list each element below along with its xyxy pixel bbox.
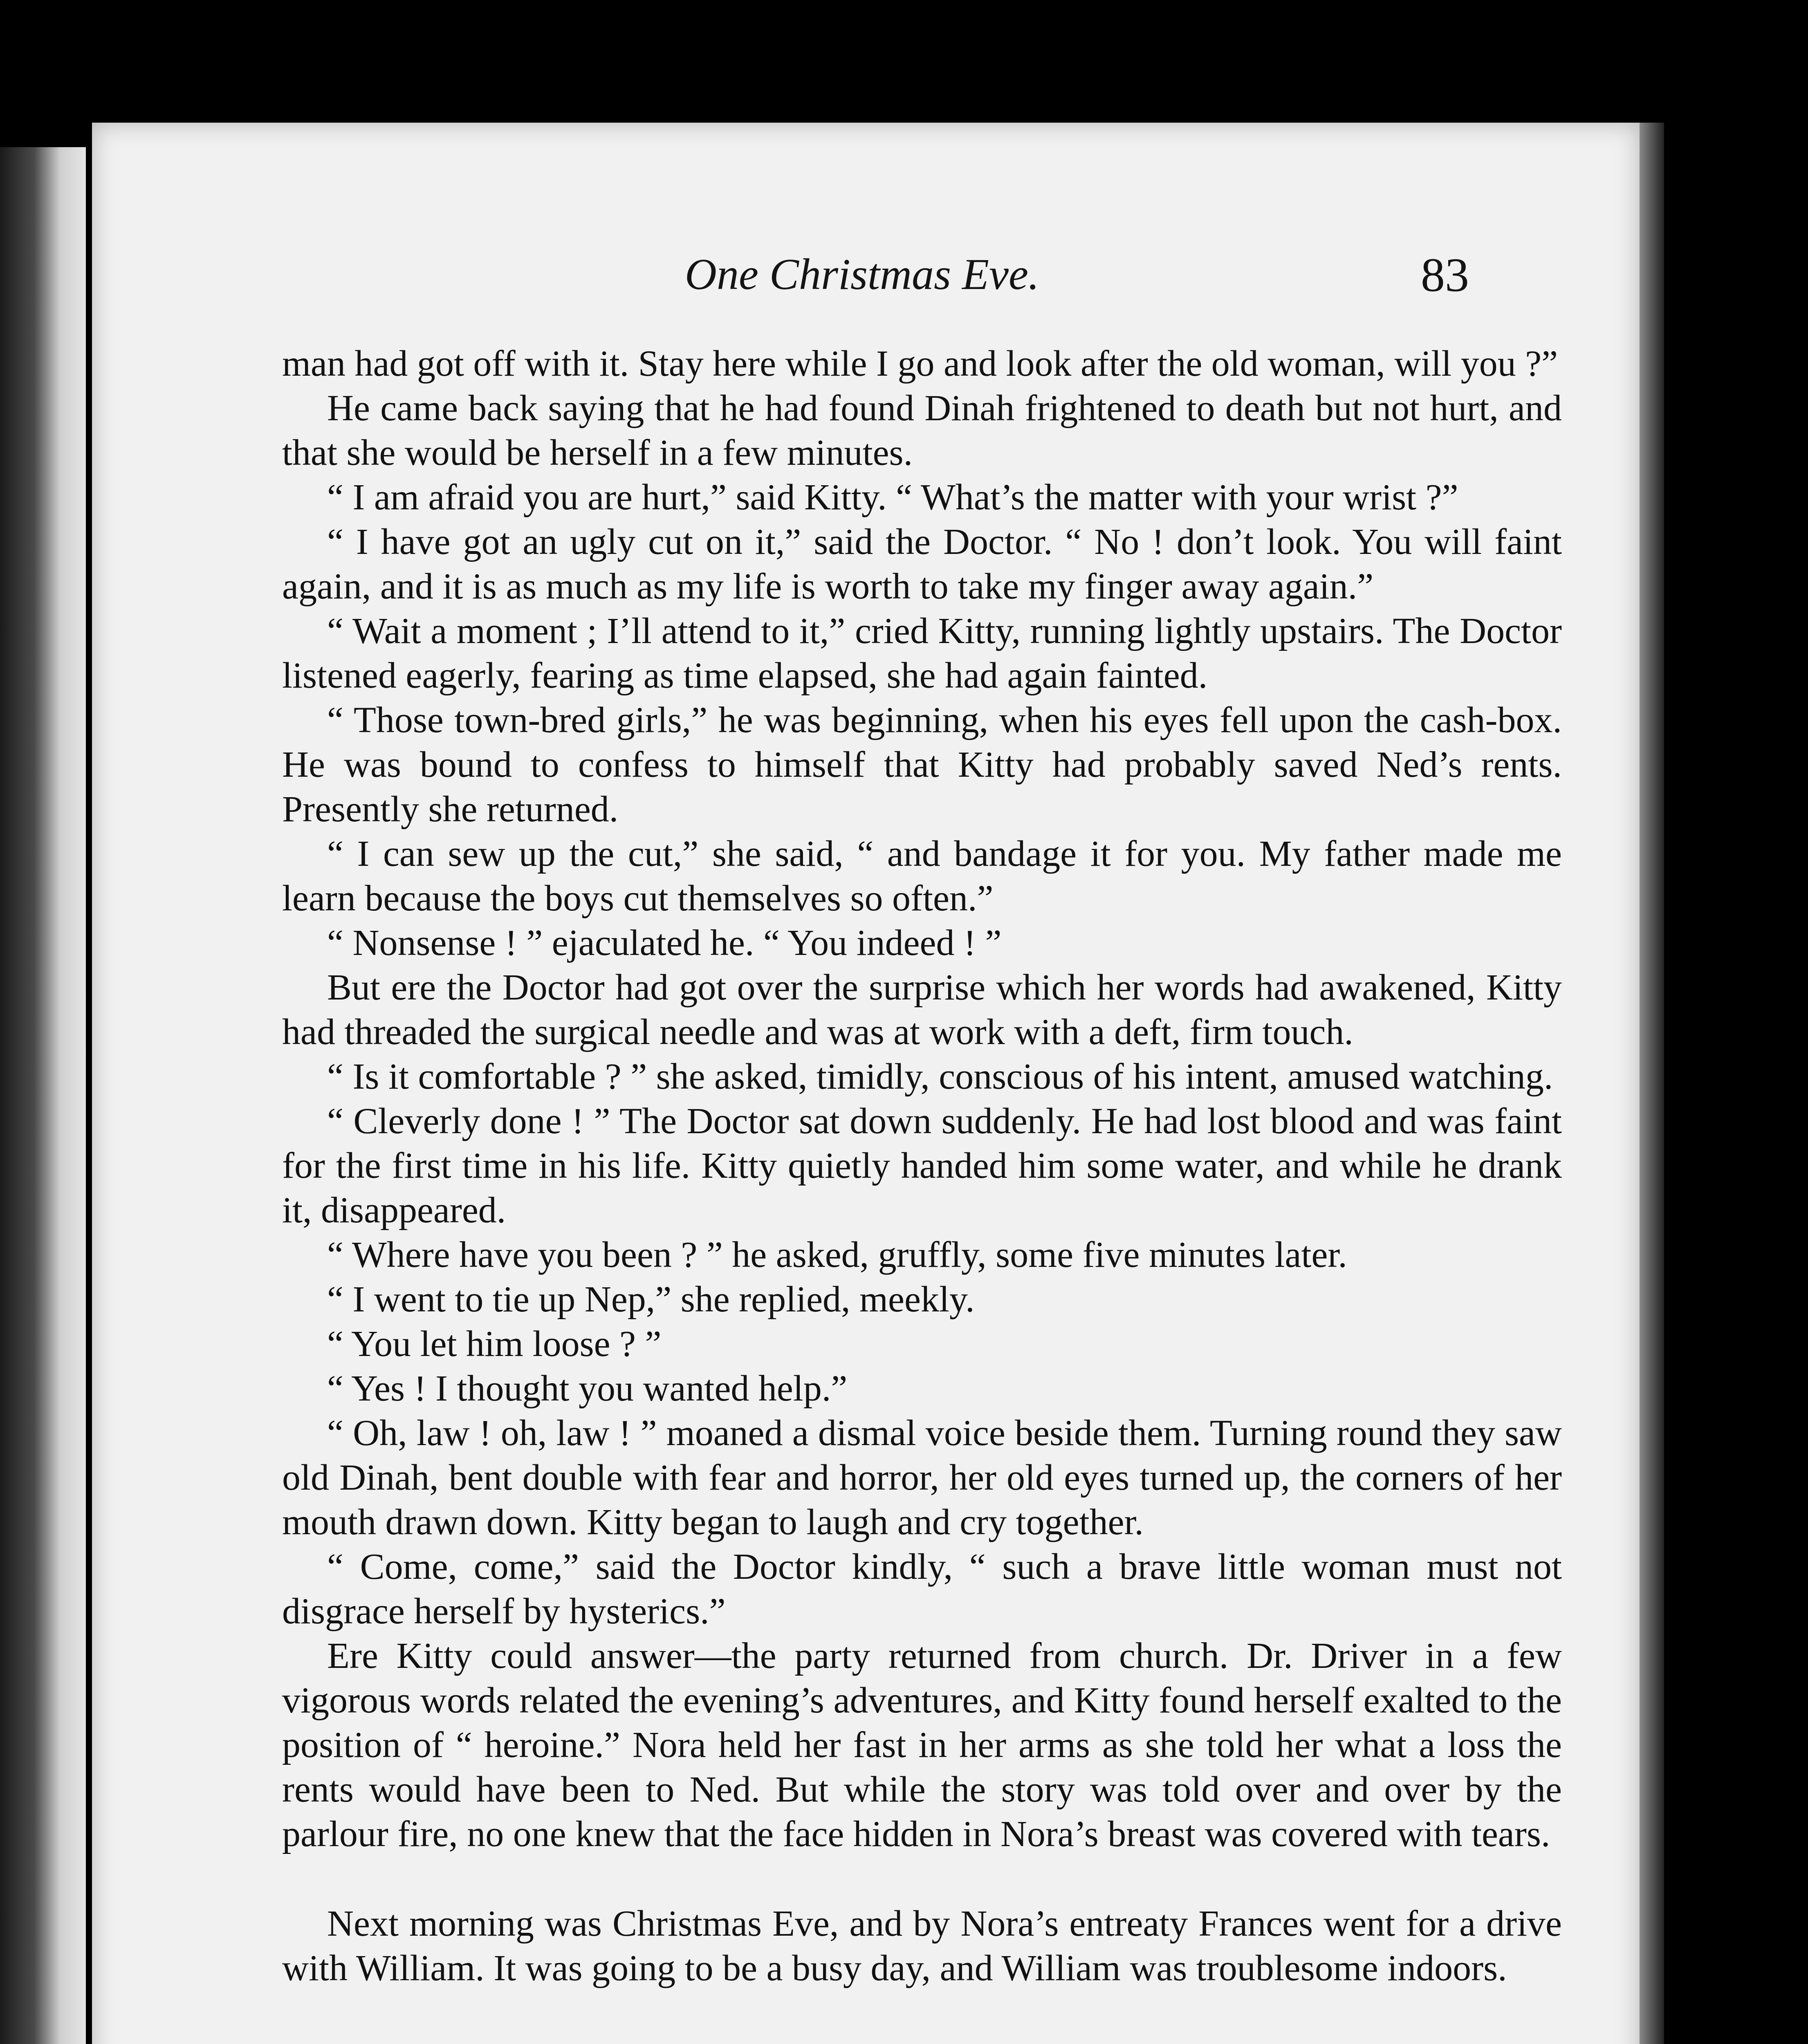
paragraph: “ Oh, law ! oh, law ! ” moaned a dismal voice beside them. Turning round they saw old Dinah, bent double with fear and horror, her old eyes turned up, the corners of her mouth drawn down. Kitty began to laugh and cry together. <box>282 1413 1562 1542</box>
paragraph: “ Yes ! I thought you wanted help.” <box>327 1368 848 1409</box>
paragraph: “ You let him loose ? ” <box>327 1324 662 1364</box>
book-page <box>92 123 1640 2044</box>
paragraph: Next morning was Christmas Eve, and by Nora’s entreaty Frances went for a drive with William. It was going to be a busy day, and William was troublesome indoors. <box>282 1903 1562 1988</box>
paragraph: “ I have got an ugly cut on it,” said the Doctor. “ No ! don’t look. You will faint again, and it is as much as my life is worth to take my finger away again.” <box>282 522 1562 607</box>
paragraph: “ I went to tie up Nep,” she replied, meekly. <box>327 1279 975 1320</box>
page-shadow-edge <box>1640 123 1664 2044</box>
paragraph: “ Wait a moment ; I’ll attend to it,” cried Kitty, running lightly upstairs. The Doctor listened eagerly, fearing as time elapsed, she had again fainted. <box>282 611 1562 696</box>
paragraph: “ I can sew up the cut,” she said, “ and bandage it for you. My father made me learn because the boys cut themselves so often.” <box>282 834 1562 919</box>
page-number: 83 <box>1421 248 1469 302</box>
running-title: One Christmas Eve. <box>685 250 1039 299</box>
paragraph: He came back saying that he had found Dinah frightened to death but not hurt, and that she would be herself in a few minutes. <box>282 388 1562 473</box>
paragraph: But ere the Doctor had got over the surprise which her words had awakened, Kitty had threaded the surgical needle and was at work with a deft, firm touch. <box>282 967 1562 1052</box>
adjacent-page-edge <box>0 147 86 2044</box>
paragraph: “ I am afraid you are hurt,” said Kitty. “ What’s the matter with your wrist ?” <box>327 477 1458 518</box>
paragraph: “ Is it comfortable ? ” she asked, timidly, conscious of his intent, amused watching. <box>327 1056 1553 1097</box>
paragraph: “ Where have you been ? ” he asked, gruffly, some five minutes later. <box>327 1235 1347 1275</box>
paragraph: “ Cleverly done ! ” The Doctor sat down suddenly. He had lost blood and was faint for the first time in his life. Kitty quietly handed him some water, and while he drank it, disappeared. <box>282 1101 1562 1230</box>
paragraph: “ Come, come,” said the Doctor kindly, “ such a brave little woman must not disgrace herself by hysterics.” <box>282 1546 1562 1632</box>
body-text <box>282 341 1562 1990</box>
paragraph: “ Nonsense ! ” ejaculated he. “ You indeed ! ” <box>327 923 1002 963</box>
paragraph: “ Those town-bred girls,” he was beginning, when his eyes fell upon the cash-box. He was bound to confess to himself that Kitty had probably saved Ned’s rents. Presently she returned. <box>282 700 1562 829</box>
paragraph: Ere Kitty could answer—the party returned from church. Dr. Driver in a few vigorous words related the evening’s adventures, and Kitty found herself exalted to the position of “ heroine.” Nora held her fast in her arms as she told her what a loss the rents would have been to Ned. But while the story was told over and over by the parlour fire, no one knew that the face hidden in Nora’s breast was covered with tears. <box>282 1636 1562 1854</box>
paragraph: man had got off with it. Stay here while I go and look after the old woman, will you ?” <box>282 343 1558 384</box>
